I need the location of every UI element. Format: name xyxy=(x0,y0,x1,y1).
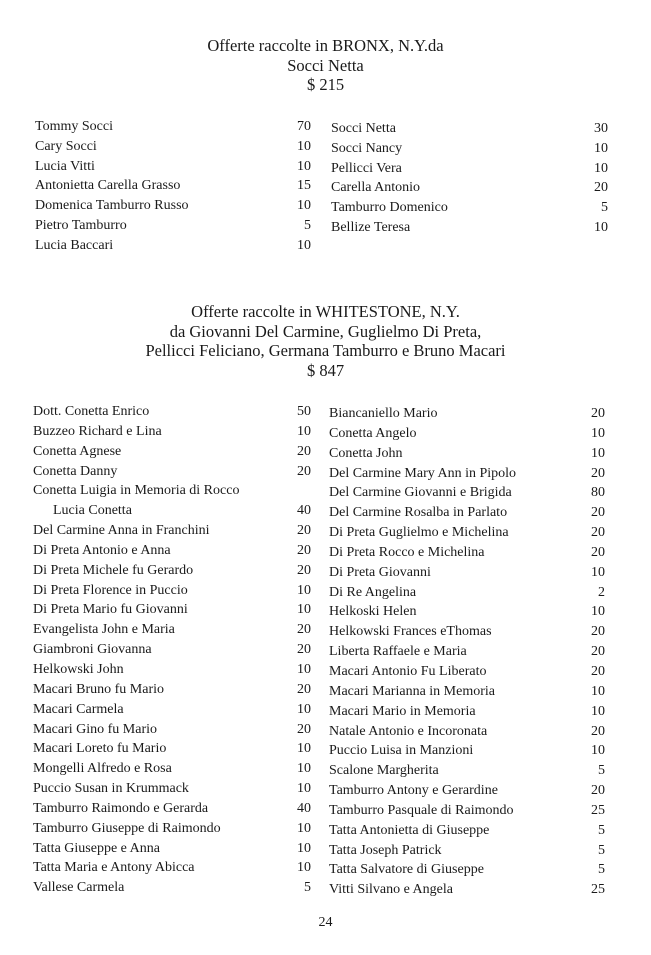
donation-amount: 2 xyxy=(598,584,605,600)
donor-row xyxy=(35,157,311,177)
bronx-right-column xyxy=(331,119,608,238)
donor-name: Dott. Conetta Enrico xyxy=(33,404,150,419)
donor-row xyxy=(329,404,605,424)
donation-amount: 10 xyxy=(297,423,311,439)
donor-name: Giambroni Giovanna xyxy=(33,642,152,658)
heading-line: Pellicci Feliciano, Germana Tamburro e Bruno Macari xyxy=(145,341,506,360)
donation-amount: 10 xyxy=(297,701,311,717)
donation-amount: 50 xyxy=(297,404,311,419)
donation-amount: 20 xyxy=(297,721,311,737)
donor-row xyxy=(331,178,608,198)
donor-name: Conetta Agnese xyxy=(33,443,122,459)
donor-name: Tamburro Raimondo e Gerarda xyxy=(33,800,209,816)
donor-row xyxy=(331,198,608,218)
donation-amount: 20 xyxy=(297,562,311,578)
donor-name: Cary Socci xyxy=(35,138,97,154)
donor-row xyxy=(33,839,311,859)
donation-amount: 20 xyxy=(591,783,605,799)
donor-row xyxy=(33,720,311,740)
donation-amount: 20 xyxy=(591,465,605,481)
donation-amount: 20 xyxy=(591,644,605,660)
donor-row xyxy=(33,799,311,819)
donor-name: Tamburro Giuseppe di Raimondo xyxy=(33,820,221,836)
donation-amount: 20 xyxy=(297,542,311,558)
donor-name: Vitti Silvano e Angela xyxy=(329,882,453,898)
donation-amount: 20 xyxy=(591,406,605,421)
whitestone-left-column xyxy=(33,402,311,898)
donor-row xyxy=(33,541,311,561)
donor-name: Tatta Giuseppe e Anna xyxy=(33,840,160,856)
donor-row xyxy=(329,801,605,821)
donor-name: Socci Nancy xyxy=(331,140,403,156)
donor-row xyxy=(33,878,311,898)
donation-amount: 10 xyxy=(591,743,605,759)
donor-row xyxy=(33,422,311,442)
donor-name: Liberta Raffaele e Maria xyxy=(329,644,467,660)
donation-amount: 10 xyxy=(591,683,605,699)
donor-name: Del Carmine Mary Ann in Pipolo xyxy=(329,465,517,481)
donor-name: Helkowski Frances eThomas xyxy=(329,624,492,640)
donation-amount: 40 xyxy=(297,800,311,816)
donor-row xyxy=(33,858,311,878)
donor-row xyxy=(33,402,311,422)
donor-name: Di Preta Giovanni xyxy=(329,564,431,580)
donor-name: Macari Mario in Memoria xyxy=(329,703,476,719)
donor-name: Puccio Luisa in Manzioni xyxy=(329,743,474,759)
bronx-left-column xyxy=(35,117,311,255)
donation-amount: 10 xyxy=(594,140,608,156)
donor-name: Macari Antonio Fu Liberato xyxy=(329,663,487,679)
donor-name: Domenica Tamburro Russo xyxy=(35,198,189,213)
donation-amount: 20 xyxy=(591,624,605,640)
donor-name: Conetta John xyxy=(329,445,403,461)
heading-line: $ 847 xyxy=(306,360,345,380)
donation-amount: 5 xyxy=(598,763,605,779)
donation-amount: 20 xyxy=(297,463,311,479)
donor-row xyxy=(33,759,311,779)
heading-line: $ 215 xyxy=(306,75,345,94)
donor-name: Bellize Teresa xyxy=(331,219,411,235)
donation-amount: 20 xyxy=(297,523,311,539)
donation-amount: 5 xyxy=(598,862,605,878)
donation-amount: 10 xyxy=(297,602,311,618)
donor-row xyxy=(329,583,605,603)
donor-row xyxy=(329,702,605,722)
donor-name: Mongelli Alfredo e Rosa xyxy=(33,761,172,777)
donation-amount: 10 xyxy=(297,237,311,253)
donor-row xyxy=(33,561,311,581)
donor-name: Macari Carmela xyxy=(33,701,124,717)
donor-row xyxy=(33,462,311,482)
donation-amount: 5 xyxy=(601,200,608,215)
donor-name: Pietro Tamburro xyxy=(35,217,127,233)
donor-name: Biancaniello Mario xyxy=(329,406,438,421)
donor-row xyxy=(33,640,311,660)
donor-name: Scalone Margherita xyxy=(329,763,439,779)
donor-row xyxy=(331,159,608,179)
donation-amount: 10 xyxy=(591,445,605,461)
donor-name: Natale Antonio e Incoronata xyxy=(329,723,488,739)
donor-row xyxy=(329,444,605,464)
donor-name: Di Preta Florence in Puccio xyxy=(33,582,188,598)
donor-row xyxy=(331,119,608,139)
donor-row xyxy=(33,501,311,521)
donor-name: Lucia Conetta xyxy=(53,503,132,519)
donor-name: Carella Antonio xyxy=(331,180,421,196)
donor-row xyxy=(33,600,311,620)
donor-name: Buzzeo Richard e Lina xyxy=(33,423,162,439)
donor-name: Macari Marianna in Memoria xyxy=(329,683,495,699)
donor-row xyxy=(33,620,311,640)
donor-row xyxy=(33,680,311,700)
donation-amount: 10 xyxy=(591,425,605,441)
donor-name: Tommy Socci xyxy=(35,119,113,134)
donor-name: Pellicci Vera xyxy=(331,160,402,176)
donor-name: Tatta Joseph Patrick xyxy=(329,842,442,858)
donor-row xyxy=(329,563,605,583)
donor-row xyxy=(33,739,311,759)
donation-amount: 10 xyxy=(594,219,608,235)
page-number: 24 xyxy=(318,915,333,930)
donor-name: Macari Gino fu Mario xyxy=(33,721,158,737)
donor-row xyxy=(329,662,605,682)
donation-amount: 10 xyxy=(591,564,605,580)
donation-amount: 10 xyxy=(297,582,311,598)
donation-amount: 30 xyxy=(594,121,608,136)
donor-row xyxy=(329,821,605,841)
donation-amount: 70 xyxy=(297,119,311,134)
donation-amount: 10 xyxy=(297,781,311,797)
donor-row xyxy=(331,139,608,159)
donor-row xyxy=(33,700,311,720)
donor-name: Conetta Luigia in Memoria di Rocco xyxy=(33,483,240,499)
donor-name: Tatta Maria e Antony Abicca xyxy=(33,860,195,876)
donor-row xyxy=(329,483,605,503)
donation-amount: 10 xyxy=(591,604,605,620)
donation-amount: 20 xyxy=(591,663,605,679)
donation-amount: 10 xyxy=(297,820,311,836)
donor-row xyxy=(329,602,605,622)
donor-name: Conetta Danny xyxy=(33,463,118,479)
donation-amount: 20 xyxy=(591,544,605,560)
donation-amount: 15 xyxy=(297,178,311,194)
donor-row xyxy=(329,622,605,642)
donor-row xyxy=(329,642,605,662)
donor-name: Del Carmine Rosalba in Parlato xyxy=(329,505,508,521)
donation-amount: 10 xyxy=(297,138,311,154)
donation-amount: 20 xyxy=(594,180,608,196)
donor-row xyxy=(35,176,311,196)
donor-name: Macari Loreto fu Mario xyxy=(33,741,167,757)
donor-name: Di Preta Guglielmo e Michelina xyxy=(329,525,509,541)
heading-line: da Giovanni Del Carmine, Guglielmo Di Preta, xyxy=(169,321,482,341)
donation-amount: 20 xyxy=(591,525,605,541)
donor-name: Evangelista John e Maria xyxy=(33,622,175,638)
donor-name: Di Preta Michele fu Gerardo xyxy=(33,562,194,578)
donor-row xyxy=(329,841,605,861)
whitestone-heading xyxy=(0,302,651,380)
donation-amount: 10 xyxy=(297,158,311,174)
donation-amount: 10 xyxy=(297,198,311,213)
donor-row xyxy=(33,819,311,839)
donor-row xyxy=(33,521,311,541)
donation-amount: 10 xyxy=(297,741,311,757)
donor-row xyxy=(35,236,311,256)
donation-amount: 10 xyxy=(594,160,608,176)
heading-line: Socci Netta xyxy=(287,55,364,75)
heading-line: Offerte raccolte in BRONX, N.Y.da xyxy=(207,36,444,55)
donation-amount: 20 xyxy=(297,443,311,459)
donor-name: Del Carmine Giovanni e Brigida xyxy=(329,485,512,501)
donation-amount: 10 xyxy=(297,761,311,777)
donation-amount: 5 xyxy=(304,217,311,233)
donation-amount: 25 xyxy=(591,802,605,818)
donation-amount: 10 xyxy=(297,840,311,856)
donor-name: Tatta Antonietta di Giuseppe xyxy=(329,822,490,838)
donor-name: Di Preta Antonio e Anna xyxy=(33,542,171,558)
whitestone-right-column xyxy=(329,404,605,900)
donation-amount: 25 xyxy=(591,882,605,898)
donor-row xyxy=(35,196,311,216)
donor-name: Tamburro Pasquale di Raimondo xyxy=(329,802,514,818)
donor-name: Lucia Baccari xyxy=(35,237,114,253)
donation-amount: 20 xyxy=(297,622,311,638)
donor-row xyxy=(35,216,311,236)
donor-name: Di Preta Rocco e Michelina xyxy=(329,544,485,560)
donor-name: Tatta Salvatore di Giuseppe xyxy=(329,862,484,878)
donor-name: Lucia Vitti xyxy=(35,158,95,174)
donor-row xyxy=(33,581,311,601)
donor-row xyxy=(35,117,311,137)
donor-name: Helkowski John xyxy=(33,661,124,677)
donor-row xyxy=(329,543,605,563)
donation-amount: 20 xyxy=(591,723,605,739)
donation-amount: 20 xyxy=(591,505,605,521)
donation-amount: 10 xyxy=(297,661,311,677)
donor-name: Tamburro Antony e Gerardine xyxy=(329,783,498,799)
donor-row xyxy=(329,722,605,742)
donor-row xyxy=(33,660,311,680)
donation-amount: 80 xyxy=(591,485,605,501)
heading-line: Offerte raccolte in WHITESTONE, N.Y. xyxy=(191,302,460,321)
donor-name: Vallese Carmela xyxy=(33,880,125,896)
donor-row xyxy=(329,761,605,781)
donation-amount: 40 xyxy=(297,503,311,519)
donation-amount: 20 xyxy=(297,642,311,658)
donor-row xyxy=(331,218,608,238)
donor-row xyxy=(329,741,605,761)
donation-amount: 10 xyxy=(297,860,311,876)
donor-name: Del Carmine Anna in Franchini xyxy=(33,523,210,539)
donor-name: Macari Bruno fu Mario xyxy=(33,681,165,697)
donor-row xyxy=(329,880,605,900)
donor-name: Conetta Angelo xyxy=(329,425,417,441)
donor-row xyxy=(33,779,311,799)
donor-row xyxy=(35,137,311,157)
donation-amount: 5 xyxy=(304,880,311,896)
donor-name: Helkoski Helen xyxy=(329,604,417,620)
donor-row xyxy=(329,464,605,484)
donation-amount: 10 xyxy=(591,703,605,719)
donor-name: Di Preta Mario fu Giovanni xyxy=(33,602,188,618)
donor-name: Socci Netta xyxy=(331,121,396,136)
donor-row xyxy=(329,781,605,801)
bronx-heading xyxy=(0,36,651,95)
donor-name: Di Re Angelina xyxy=(329,584,417,600)
donor-name: Tamburro Domenico xyxy=(331,200,448,215)
donor-row xyxy=(329,424,605,444)
donor-name: Antonietta Carella Grasso xyxy=(35,178,181,194)
donor-name: Puccio Susan in Krummack xyxy=(33,781,189,797)
donor-row xyxy=(329,860,605,880)
donation-amount: 5 xyxy=(598,822,605,838)
donor-row xyxy=(33,481,311,501)
donor-row xyxy=(329,682,605,702)
donation-amount: 20 xyxy=(297,681,311,697)
donor-row xyxy=(329,523,605,543)
donor-row xyxy=(329,503,605,523)
donor-row xyxy=(33,442,311,462)
donation-amount: 5 xyxy=(598,842,605,858)
